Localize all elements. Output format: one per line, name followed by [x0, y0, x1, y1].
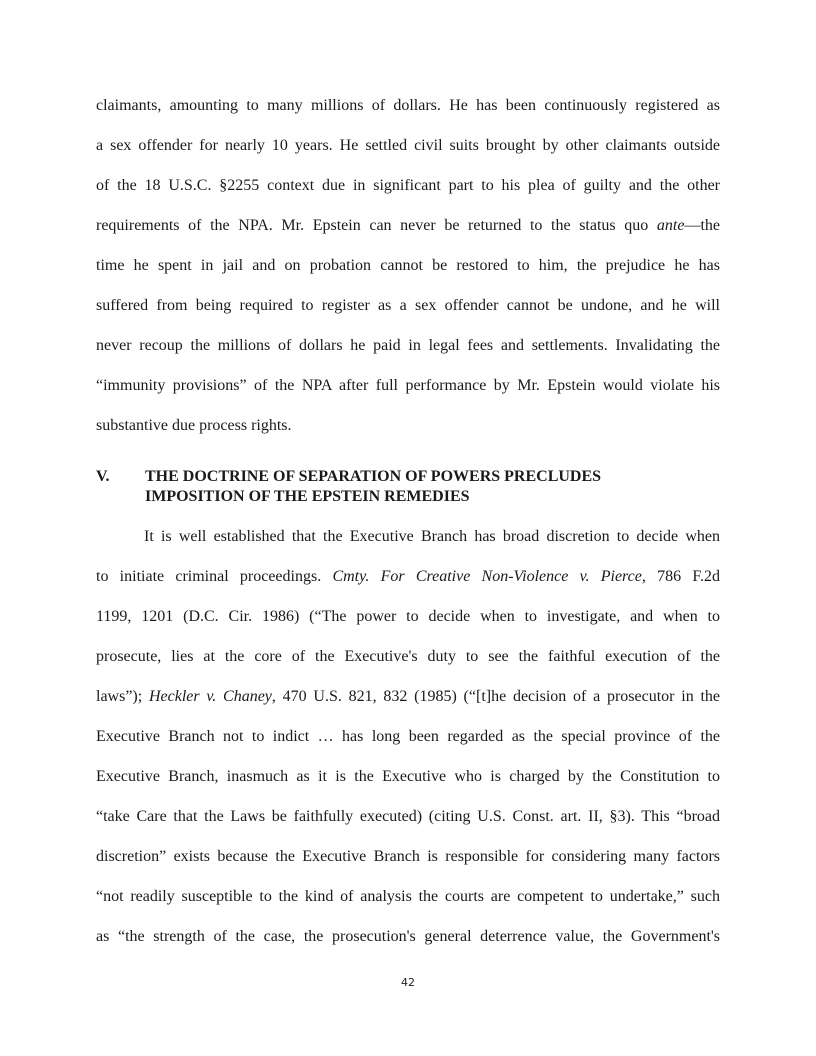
section-title-line: THE DOCTRINE OF SEPARATION OF POWERS PRECLUDES [145, 468, 602, 485]
text-line: prosecute, lies at the core of the Executive's duty to see the faithful execution of the [96, 648, 720, 665]
text-line: Executive Branch, inasmuch as it is the Executive who is charged by the Constitution to [96, 768, 720, 785]
text-line: “not readily susceptible to the kind of analysis the courts are competent to undertake,” such [96, 888, 720, 905]
case-citation: Cmty. For Creative Non-Violence v. Pierce [332, 568, 642, 585]
text-line: as “the strength of the case, the prosecution's general deterrence value, the Government's [96, 928, 720, 945]
text-line [96, 686, 720, 726]
text-line: a sex offender for nearly 10 years. He settled civil suits brought by other claimants outside [96, 137, 720, 154]
text-line: Executive Branch not to indict … has long been regarded as the special province of the [96, 728, 720, 745]
text-segment: , 470 U.S. 821, 832 (1985) (“[t]he decision of a prosecutor in the [271, 688, 721, 705]
text-line: suffered from being required to register as a sex offender cannot be undone, and he will [96, 297, 720, 314]
text-line: “take Care that the Laws be faithfully executed) (citing U.S. Const. art. II, §3). This “broad [96, 808, 720, 825]
text-segment: to initiate criminal proceedings. [96, 568, 333, 585]
text-segment: laws”); [96, 688, 149, 705]
page-number: 42 [401, 976, 415, 989]
text-line: 1199, 1201 (D.C. Cir. 1986) (“The power to decide when to investigate, and when to [96, 608, 720, 625]
text-segment: —the [684, 217, 720, 234]
text-line [96, 566, 720, 606]
text-segment: , 786 F.2d [641, 568, 720, 585]
text-line: discretion” exists because the Executive Branch is responsible for considering many factors [96, 848, 720, 865]
text-line [96, 215, 720, 255]
italic-term: ante [656, 217, 685, 234]
section-title [145, 467, 705, 507]
text-line: claimants, amounting to many millions of dollars. He has been continuously registered as [96, 97, 720, 114]
text-line: “immunity provisions” of the NPA after full performance by Mr. Epstein would violate his [96, 377, 720, 394]
text-line: of the 18 U.S.C. §2255 context due in significant part to his plea of guilty and the other [96, 177, 720, 194]
text-line: It is well established that the Executive Branch has broad discretion to decide when [144, 528, 720, 545]
text-line: substantive due process rights. [96, 417, 292, 434]
text-line: time he spent in jail and on probation cannot be restored to him, the prejudice he has [96, 257, 720, 274]
text-line: never recoup the millions of dollars he paid in legal fees and settlements. Invalidating the [96, 337, 720, 354]
paragraph-due-process [96, 95, 720, 455]
section-title-line: IMPOSITION OF THE EPSTEIN REMEDIES [145, 488, 470, 505]
case-citation: Heckler v. Chaney [148, 688, 272, 705]
text-segment: requirements of the NPA. Mr. Epstein can never be returned to the status quo [96, 217, 657, 234]
section-number: V. [96, 468, 110, 485]
paragraph-separation-of-powers [96, 526, 720, 966]
